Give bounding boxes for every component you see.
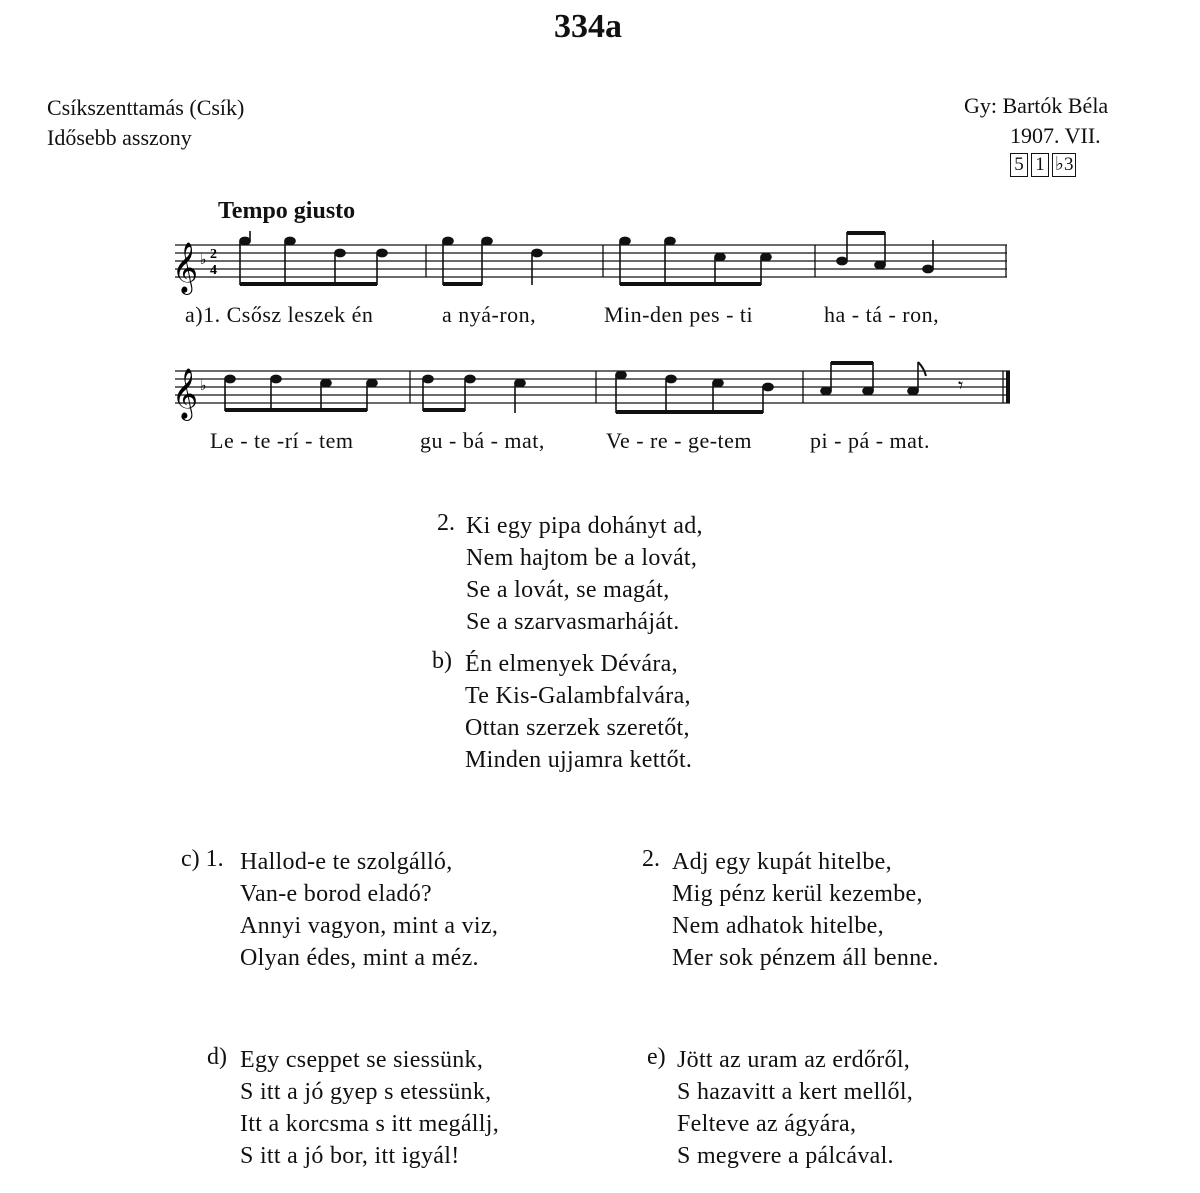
- verse-line: S hazavitt a kert mellől,: [677, 1079, 914, 1105]
- eighth-rest-icon: 𝄾: [958, 373, 964, 397]
- lyric-segment: Ve - re - ge-tem: [606, 428, 753, 453]
- lyric-segment: Le - te -rí - tem: [210, 428, 354, 453]
- staff-2: [175, 371, 1010, 403]
- measure-6: [423, 375, 525, 413]
- verse-marker: c) 1.: [181, 846, 224, 872]
- verse-line: S itt a jó gyep s etessünk,: [240, 1079, 492, 1105]
- scale-degree-box: 5: [1010, 153, 1028, 177]
- time-sig-bottom: 4: [210, 263, 217, 278]
- verse-e: [677, 1044, 913, 1172]
- verse-marker: b): [432, 648, 452, 674]
- verse-line: S megvere a pálcával.: [677, 1143, 894, 1169]
- place: Csíkszenttamás (Csík): [47, 95, 245, 120]
- flat-key-icon: ♭: [200, 252, 207, 268]
- flat-key-icon: ♭: [200, 378, 207, 394]
- verse-marker: d): [207, 1044, 227, 1070]
- verse-line: Én elmenyek Dévára,: [465, 651, 678, 677]
- verse-line: Annyi vagyon, mint a viz,: [240, 913, 499, 939]
- lyric-segment: Min-den pes - ti: [604, 302, 754, 327]
- lyric-segment: a nyá-ron,: [442, 302, 537, 327]
- verse-line: Minden ujjamra kettőt.: [465, 747, 693, 773]
- verse-line: Mig pénz kerül kezembe,: [672, 881, 923, 907]
- verse-b: [465, 648, 692, 776]
- lyric-segment: ha - tá - ron,: [824, 302, 940, 327]
- collector: Gy: Bartók Béla: [964, 93, 1109, 118]
- treble-clef-icon: 𝄞: [172, 242, 199, 293]
- scale-degree-box: 1: [1031, 153, 1049, 177]
- time-sig-top: 2: [210, 247, 217, 262]
- singer: Idősebb asszony: [47, 125, 192, 150]
- measure-8: [821, 362, 926, 395]
- verse-line: Itt a korcsma s itt megállj,: [240, 1111, 500, 1137]
- verse-line: Nem adhatok hitelbe,: [672, 913, 884, 939]
- verse-line: Egy cseppet se siessünk,: [240, 1047, 484, 1073]
- collection-date: 1907. VII.: [1010, 123, 1101, 148]
- lyric-segment: a)1. Csősz leszek én: [185, 302, 374, 327]
- verse-line: Ki egy pipa dohányt ad,: [466, 513, 703, 539]
- verse-line: Te Kis-Galambfalvára,: [465, 683, 691, 709]
- song-number: 334a: [554, 8, 622, 45]
- verse-marker: e): [647, 1044, 666, 1070]
- verse-d: [240, 1044, 499, 1172]
- verse-line: Olyan édes, mint a méz.: [240, 945, 479, 971]
- verse-c2: [672, 846, 939, 974]
- measure-4: [837, 232, 933, 273]
- verse-line: Jött az uram az erdőről,: [677, 1047, 911, 1073]
- verse-line: Van-e borod eladó?: [240, 881, 432, 907]
- lyric-segment: gu - bá - mat,: [420, 428, 545, 453]
- treble-clef-icon: 𝄞: [172, 368, 199, 419]
- lyric-segment: pi - pá - mat.: [810, 428, 931, 453]
- verse-line: Hallod-e te szolgálló,: [240, 849, 453, 875]
- music-notation: [0, 0, 1200, 500]
- verse-line: Felteve az ágyára,: [677, 1111, 857, 1137]
- scale-degree-box: ♭3: [1052, 153, 1076, 177]
- verse-line: Ottan szerzek szeretőt,: [465, 715, 690, 741]
- verse-line: Mer sok pénzem áll benne.: [672, 945, 939, 971]
- verse-c1: [240, 846, 498, 974]
- tempo-marking: Tempo giusto: [218, 198, 356, 224]
- verse-2: [466, 510, 703, 638]
- measure-7: [616, 371, 773, 413]
- verse-marker: 2.: [642, 846, 660, 872]
- measure-5: [225, 375, 377, 411]
- verse-line: Se a lovát, se magát,: [466, 577, 670, 603]
- verse-line: Adj egy kupát hitelbe,: [672, 849, 892, 875]
- verse-marker: 2.: [437, 510, 455, 536]
- verse-line: Se a szarvasmarháját.: [466, 609, 680, 635]
- verse-line: Nem hajtom be a lovát,: [466, 545, 698, 571]
- verse-line: S itt a jó bor, itt igyál!: [240, 1143, 460, 1169]
